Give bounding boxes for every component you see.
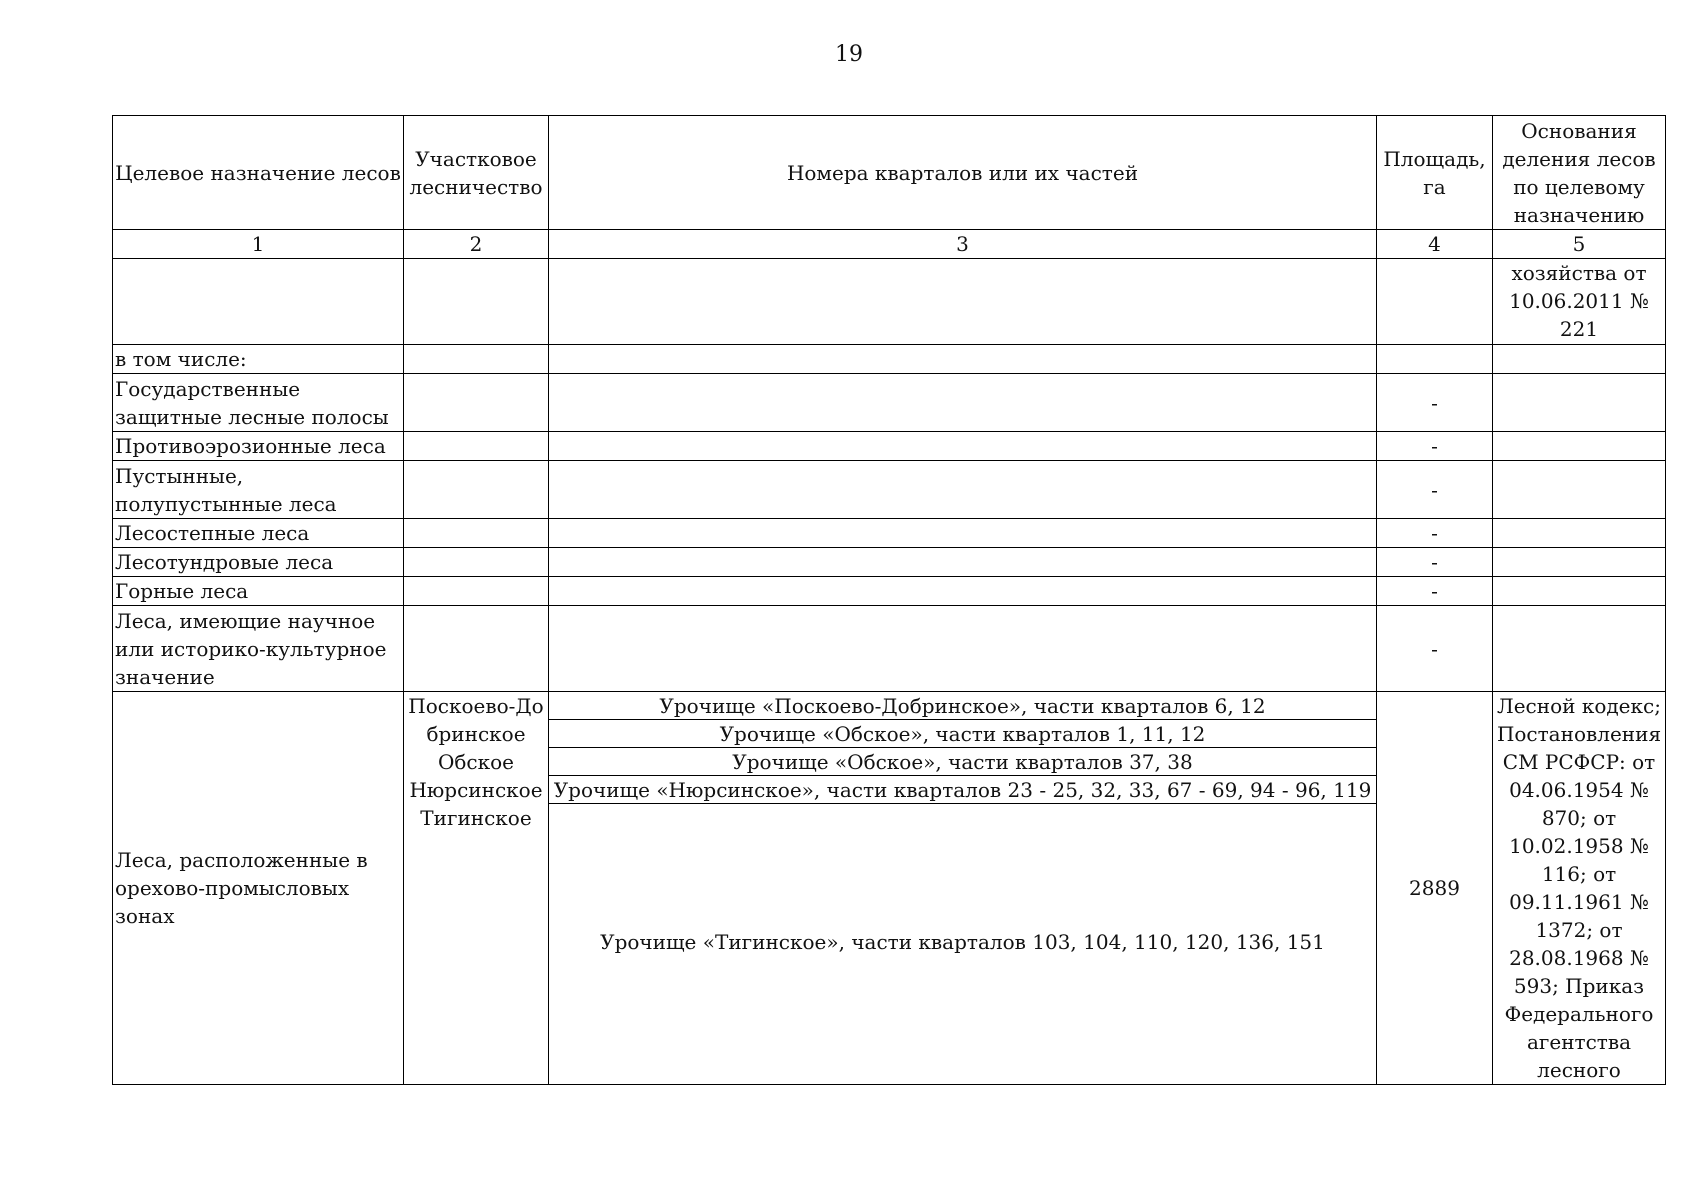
page-number: 19 <box>835 42 863 67</box>
row-purpose: Лесотундровые леса <box>113 548 404 577</box>
forestry-name: Нюрсинское <box>409 778 543 802</box>
forestry-name: Тигинское <box>420 806 532 830</box>
nut-zone-quarters <box>549 692 1377 1085</box>
header-forestry: Участковое лесничество <box>404 116 549 230</box>
header-purpose: Целевое назначение лесов <box>113 116 404 230</box>
nut-zone-basis: Лесной кодекс; Постановления СМ РСФСР: от 04.06.1954 № 870; от 10.02.1958 № 116; от 09.11.1961 № 1372; от 28.08.1968 № 593; Приказ Федерального агентства лесного <box>1493 692 1666 1085</box>
continuation-row <box>113 259 1666 345</box>
column-number-row <box>113 230 1666 259</box>
header-area: Площадь, га <box>1377 116 1493 230</box>
row-area: - <box>1377 432 1493 461</box>
column-number-4: 4 <box>1377 230 1493 259</box>
forestry-name: Поскоево-Добринское <box>408 694 544 746</box>
including-row <box>113 345 1666 374</box>
row-purpose: Лесостепные леса <box>113 519 404 548</box>
row-purpose: Государственные защитные лесные полосы <box>113 374 404 432</box>
row-purpose: Леса, имеющие научное или историко-культурное значение <box>113 606 404 692</box>
table-row <box>113 548 1666 577</box>
quarters-entry: Урочище «Нюрсинское», части кварталов 23 - 25, 32, 33, 67 - 69, 94 - 96, 119 <box>549 776 1376 804</box>
row-area: - <box>1377 374 1493 432</box>
column-number-2: 2 <box>404 230 549 259</box>
including-label: в том числе: <box>113 345 404 374</box>
quarters-entry: Урочище «Обское», части кварталов 37, 38 <box>549 748 1376 776</box>
quarters-entry: Урочище «Тигинское», части кварталов 103, 104, 110, 120, 136, 151 <box>600 930 1325 954</box>
nut-zone-purpose: Леса, расположенные в орехово-промысловых зонах <box>113 692 404 1085</box>
row-area: - <box>1377 548 1493 577</box>
table-row <box>113 606 1666 692</box>
table-row <box>113 577 1666 606</box>
table-row <box>113 461 1666 519</box>
row-area: - <box>1377 461 1493 519</box>
nut-zone-area: 2889 <box>1377 692 1493 1085</box>
forestry-name: Обское <box>437 750 514 774</box>
column-number-1: 1 <box>113 230 404 259</box>
column-number-5: 5 <box>1493 230 1666 259</box>
table-row <box>113 519 1666 548</box>
forest-purpose-table <box>112 115 1666 1085</box>
row-area: - <box>1377 577 1493 606</box>
column-number-3: 3 <box>549 230 1377 259</box>
table-row <box>113 374 1666 432</box>
nut-zone-row <box>113 692 1666 1085</box>
header-quarters: Номера кварталов или их частей <box>549 116 1377 230</box>
row-area: - <box>1377 519 1493 548</box>
row-area: - <box>1377 606 1493 692</box>
quarters-entry: Урочище «Обское», части кварталов 1, 11, 12 <box>549 720 1376 748</box>
header-basis: Основания деления лесов по целевому назначению <box>1493 116 1666 230</box>
quarters-entry: Урочище «Поскоево-Добринское», части кварталов 6, 12 <box>549 692 1376 720</box>
row-purpose: Горные леса <box>113 577 404 606</box>
header-row <box>113 116 1666 230</box>
nut-zone-forestries <box>404 692 549 1085</box>
table-row <box>113 432 1666 461</box>
row-purpose: Пустынные, полупустынные леса <box>113 461 404 519</box>
continuation-basis: хозяйства от 10.06.2011 № 221 <box>1493 259 1666 345</box>
row-purpose: Противоэрозионные леса <box>113 432 404 461</box>
